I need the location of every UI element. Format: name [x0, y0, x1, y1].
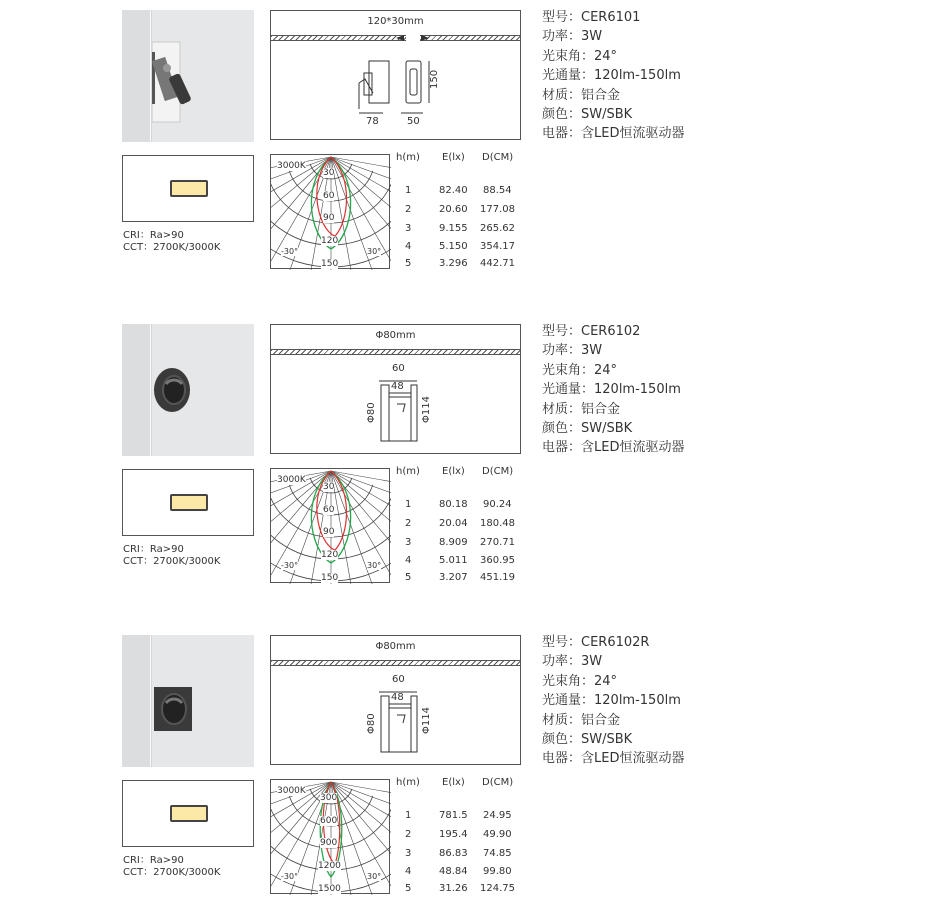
polar-ring-5: 150 [321, 573, 339, 583]
product-photo [122, 10, 254, 142]
cri-text: CRI：Ra>90 [123, 230, 184, 241]
spec-flux: 光通量：120lm-150lm [542, 68, 681, 84]
size-label: 120*30mm [367, 16, 424, 27]
polar-ring-2: 60 [323, 191, 335, 201]
cri-cct-info [123, 230, 220, 254]
dimension-drawing [270, 635, 521, 765]
product-cer6102r: Φ80mm 60 48 Φ80 Φ114 CRI：Ra>90 CCT：2700K/3000K 3000K 300 600 900 1200 1500 -30° 30° h(m) E(lx) D(CM) 1 781.5 24.95 2 195.4 49.90 3 86.83 74.85 4 48.84 99.80 5 31.26 124.75 型号：CER6102R 功率：3W 光束角：24° 光通量：120lm-150lm 材质：铝合金 颜色：SW/SBK 电器：含LED恒流驱动器 [0, 625, 928, 915]
spec-power: 功率：3W [542, 29, 603, 45]
polar-ring-1: 30 [323, 168, 335, 178]
led-color-card [122, 155, 254, 222]
dim-60: 60 [392, 674, 405, 685]
dim-phi80: Φ80 [366, 402, 377, 423]
spec-color: 颜色：SW/SBK [542, 107, 633, 123]
polar-ring-3: 900 [320, 838, 338, 848]
polar-ring-2: 600 [320, 816, 338, 826]
col-diameter: D(CM) [482, 777, 514, 788]
spec-color: 颜色：SW/SBK [542, 732, 633, 748]
polar-angle-left: -30° [281, 247, 299, 256]
cct-text: CCT：2700K/3000K [123, 556, 221, 567]
polar-diagram [270, 468, 390, 583]
product-photo [122, 324, 254, 456]
product-cer6101: 120*30mm 78 50 150 CRI：Ra>90 CCT：2700K/3000K 3000K 30 60 90 120 150 -30° 30° h(m) E(lx) D(CM) 1 82.40 88.54 2 20.60 177.08 3 9.155 265.62 4 5.150 354.17 5 3.296 442.71 型号：CER6101 功率：3W 光束角：24° 光通量：120lm-150lm 材质：铝合金 颜色：SW/SBK 电器：含LED恒流驱动器 [0, 0, 928, 290]
spec-flux: 光通量：120lm-150lm [542, 382, 681, 398]
polar-cct: 3000K [277, 786, 306, 796]
polar-angle-right: 30° [367, 872, 382, 881]
spec-material: 材质：铝合金 [542, 401, 621, 417]
polar-ring-5: 1500 [318, 884, 341, 894]
polar-diagram [270, 779, 390, 894]
dim-phi114: Φ114 [421, 707, 432, 734]
dim-phi80: Φ80 [366, 713, 377, 734]
product-cer6102: Φ80mm 60 48 Φ80 Φ114 CRI：Ra>90 CCT：2700K/3000K 3000K 30 60 90 120 150 -30° 30° h(m) E(lx) D(CM) 1 80.18 90.24 2 20.04 180.48 3 8.909 270.71 4 5.011 360.95 5 3.207 451.19 型号：CER6102 功率：3W 光束角：24° 光通量：120lm-150lm 材质：铝合金 颜色：SW/SBK 电器：含LED恒流驱动器 [0, 314, 928, 604]
size-label: Φ80mm [375, 641, 416, 652]
spec-material: 材质：铝合金 [542, 87, 621, 103]
spec-model: 型号：CER6102 [542, 324, 641, 339]
dimension-drawing [270, 10, 521, 140]
polar-ring-4: 120 [321, 236, 339, 246]
col-lux: E(lx) [442, 777, 465, 788]
dim-150: 150 [429, 69, 440, 89]
spec-list [542, 633, 684, 769]
spec-driver: 电器：含LED恒流驱动器 [542, 751, 685, 767]
spec-model: 型号：CER6102R [542, 635, 650, 650]
cri-cct-info [123, 855, 220, 879]
polar-ring-1: 30 [323, 482, 335, 492]
led-chip-icon [170, 494, 208, 511]
led-color-card [122, 469, 254, 536]
dim-60: 60 [392, 363, 405, 374]
col-height: h(m) [396, 466, 420, 477]
polar-angle-right: 30° [367, 561, 382, 570]
polar-cct: 3000K [277, 475, 306, 485]
led-chip-icon [170, 180, 208, 197]
cri-cct-info [123, 544, 220, 568]
led-chip-icon [170, 805, 208, 822]
cct-text: CCT：2700K/3000K [123, 242, 221, 253]
polar-angle-left: -30° [281, 872, 299, 881]
cri-text: CRI：Ra>90 [123, 855, 184, 866]
spec-beam: 光束角：24° [542, 48, 618, 64]
spec-power: 功率：3W [542, 654, 603, 670]
col-height: h(m) [396, 152, 420, 163]
col-diameter: D(CM) [482, 152, 514, 163]
product-photo [122, 635, 254, 767]
spec-driver: 电器：含LED恒流驱动器 [542, 440, 685, 456]
dim-78: 78 [366, 116, 379, 127]
spec-material: 材质：铝合金 [542, 712, 621, 728]
cri-text: CRI：Ra>90 [123, 544, 184, 555]
led-color-card [122, 780, 254, 847]
spec-power: 功率：3W [542, 343, 603, 359]
polar-ring-1: 300 [320, 793, 338, 803]
size-label: Φ80mm [375, 330, 416, 341]
col-diameter: D(CM) [482, 466, 514, 477]
polar-angle-right: 30° [367, 247, 382, 256]
col-lux: E(lx) [442, 152, 465, 163]
dim-phi114: Φ114 [421, 396, 432, 423]
dimension-drawing [270, 324, 521, 454]
polar-angle-left: -30° [281, 561, 299, 570]
polar-ring-4: 1200 [318, 861, 341, 871]
spec-beam: 光束角：24° [542, 362, 618, 378]
spec-flux: 光通量：120lm-150lm [542, 693, 681, 709]
polar-diagram [270, 154, 390, 269]
spec-color: 颜色：SW/SBK [542, 421, 633, 437]
col-height: h(m) [396, 777, 420, 788]
polar-ring-3: 90 [323, 213, 335, 223]
dim-48: 48 [391, 381, 404, 392]
polar-ring-4: 120 [321, 550, 339, 560]
col-lux: E(lx) [442, 466, 465, 477]
spec-beam: 光束角：24° [542, 673, 618, 689]
polar-ring-5: 150 [321, 259, 339, 269]
spec-list [542, 322, 684, 458]
polar-ring-2: 60 [323, 505, 335, 515]
dim-50: 50 [407, 116, 420, 127]
polar-ring-3: 90 [323, 527, 335, 537]
spec-model: 型号：CER6101 [542, 10, 641, 25]
dim-48: 48 [391, 692, 404, 703]
cct-text: CCT：2700K/3000K [123, 867, 221, 878]
polar-cct: 3000K [277, 161, 306, 171]
spec-list [542, 8, 684, 144]
spec-driver: 电器：含LED恒流驱动器 [542, 126, 685, 142]
